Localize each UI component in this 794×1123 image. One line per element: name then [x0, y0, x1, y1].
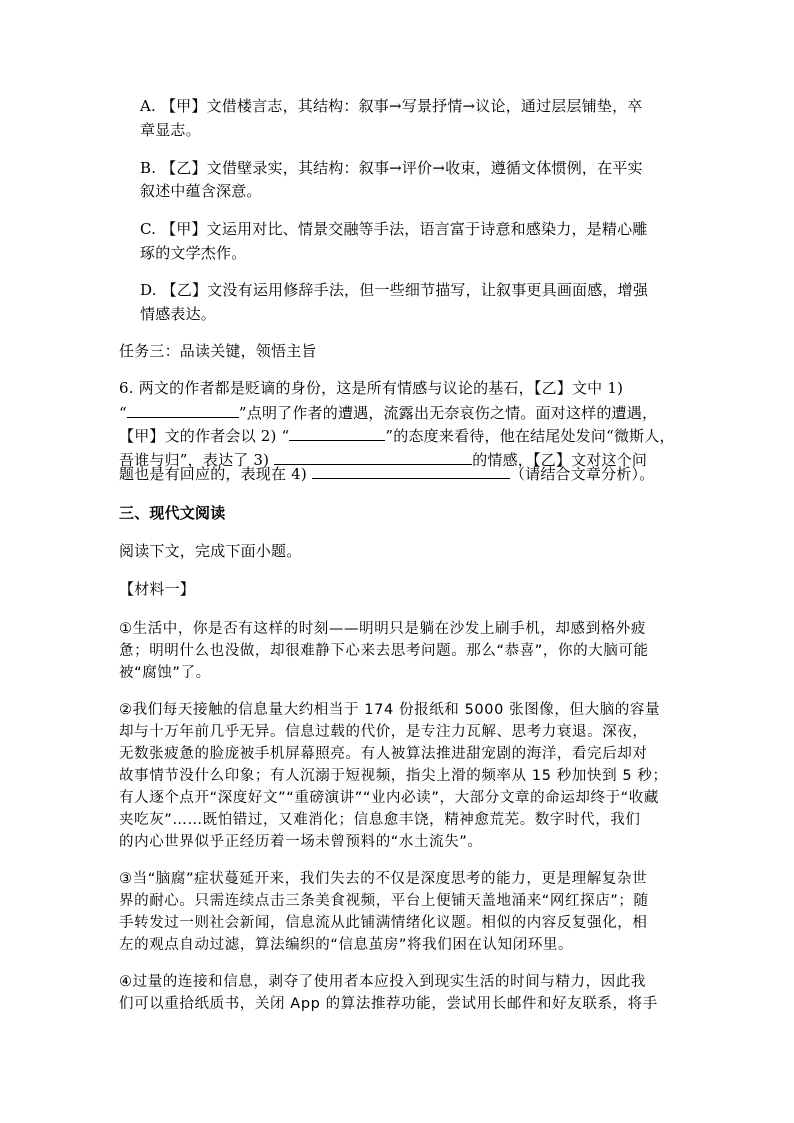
option-d-line1: D. 【乙】文没有运用修辞手法，但一些细节描写，让叙事更具画面感，增强: [140, 281, 649, 299]
question6-line5: 题也是有回应的，表现在 4) （请结合文章分析）。: [119, 465, 655, 483]
paragraph1-line3: 被“腐蚀”了。: [119, 665, 211, 681]
task3-heading: 任务三：品读关键，领悟主旨: [119, 342, 317, 360]
question6-line2: “ ”点明了作者的遭遇，流露出无奈哀伤之情。面对这样的遭遇，: [119, 404, 658, 422]
material1-label: 【材料一】: [119, 580, 196, 598]
paragraph2-line6: 夹吃灰”……既怕错过，又难消化；信息愈丰饶，精神愈荒芜。数字时代，我们: [119, 812, 641, 828]
paragraph2-line5: 有人逐个点开“深度好文”“重磅演讲”“业内必读”，大部分文章的命运却终于“收藏: [119, 790, 659, 806]
paragraph2-line1: ②我们每天接触的信息量大约相当于 174 份报纸和 5000 张图像，但大脑的容量: [119, 702, 661, 718]
paragraph1-line1: ①生活中，你是否有这样的时刻——明明只是躺在沙发上刷手机，却感到格外疲: [119, 621, 646, 637]
answer-blank-2[interactable]: [289, 425, 385, 441]
paragraph3-line2: 界的耐心。只需连续点击三条美食视频，平台上便铺天盖地涌来“网红探店”；随: [119, 893, 649, 909]
question6-line1: 6. 两文的作者都是贬谪的身份，这是所有情感与议论的基石，【乙】文中 1): [119, 379, 624, 397]
paragraph1-line2: 惫；明明什么也没做，却很难静下心来去思考问题。那么“恭喜”，你的大脑可能: [119, 643, 649, 659]
option-b-line2: 叙述中蕴含深意。: [140, 182, 262, 200]
paragraph4-line2: 们可以重拾纸质书，关闭 App 的算法推荐功能，尝试用长邮件和好友联系，将手: [119, 996, 658, 1012]
reading-instruction: 阅读下文，完成下面小题。: [119, 542, 302, 560]
paragraph3-line4: 左的观点自动过滤，算法编织的“信息茧房”将我们困在认知闭环里。: [119, 937, 574, 953]
answer-blank-1[interactable]: [127, 402, 239, 418]
option-a-line2: 章显志。: [140, 121, 201, 139]
option-d-line2: 情感表达。: [140, 305, 217, 323]
paragraph3-line3: 手转发过一则社会新闻，信息流从此铺满情绪化议题。相似的内容反复强化，相: [119, 915, 648, 931]
question6-line3: 【甲】文的作者会以 2) “ ”的态度来看待，他在结尾处发问“微斯人，: [119, 427, 675, 445]
paragraph4-line1: ④过量的连接和信息，剥夺了使用者本应投入到现实生活的时间与精力，因此我: [119, 974, 646, 990]
paragraph2-line3: 无数张疲惫的脸庞被手机屏幕照亮。有人被算法推进甜宠剧的海洋，看完后却对: [119, 746, 648, 762]
option-a-line1: A. 【甲】文借楼言志，其结构：叙事→写景抒情→议论，通过层层铺垫，卒: [140, 97, 643, 115]
paragraph2-line7: 的内心世界似乎正经历着一场未曾预料的“水土流失”。: [119, 834, 483, 850]
option-c-line2: 琢的文学杰作。: [140, 244, 247, 262]
option-c-line1: C. 【甲】文运用对比、情景交融等手法，语言富于诗意和感染力，是精心雕: [140, 220, 648, 238]
answer-blank-4[interactable]: [312, 463, 510, 479]
paragraph3-line1: ③当“脑腐”症状蔓延开来，我们失去的不仅是深度思考的能力，更是理解复杂世: [119, 871, 648, 887]
paragraph2-line4: 故事情节没什么印象；有人沉溺于短视频，指尖上滑的频率从 15 秒加快到 5 秒；: [119, 768, 668, 784]
question6-line4: 吾谁与归”，表达了 3) 的情感，【乙】文对这个问: [119, 451, 648, 469]
section3-heading: 三、现代文阅读: [119, 504, 226, 522]
option-b-line1: B. 【乙】文借壁录实，其结构：叙事→评价→收束，遵循文体惯例，在平实: [140, 159, 643, 177]
paragraph2-line2: 却与十万年前几乎无异。信息过载的代价，是专注力瓦解、思考力衰退。深夜，: [119, 724, 648, 740]
